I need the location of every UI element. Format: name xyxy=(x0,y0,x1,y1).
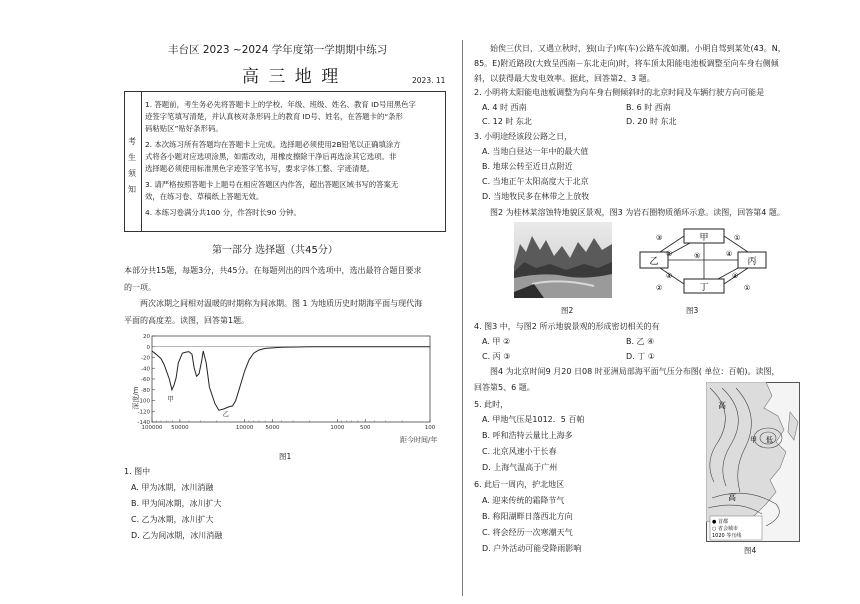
q1-option-c[interactable]: C. 乙为冰期，冰川扩大 xyxy=(131,515,214,524)
arrow-label: ⑤ xyxy=(694,252,701,260)
q6-option-d[interactable]: D. 户外活动可能受降雨影响 xyxy=(482,544,582,553)
y-tick-label: 20 xyxy=(143,334,150,340)
y-tick-label: -40 xyxy=(141,366,150,373)
y-tick-label: -120 xyxy=(137,409,150,416)
q23-intro-line: 斜，以获得最大发电效率。据此，回答第2、3 题。 xyxy=(474,74,655,83)
fig3-caption: 图3 xyxy=(686,306,699,315)
x-tick-label: 10000 xyxy=(235,425,254,431)
notice-line: 选择题必须使用标准黑色字迹签字笔书写，要求字体工整、字迹清楚。 xyxy=(145,164,375,173)
exam-notice-box xyxy=(124,91,446,232)
x-tick-label: 1000 xyxy=(330,425,345,431)
arrow-label: ① xyxy=(734,234,741,242)
q3-option-a[interactable]: A. 当地白昼达一年中的最大值 xyxy=(482,147,589,156)
q6-stem: 6. 此后一周内，护北地区 xyxy=(474,480,565,489)
y-tick-label: 0 xyxy=(146,344,150,351)
chart-annotation: 乙 xyxy=(222,410,230,419)
y-tick-label: -100 xyxy=(137,398,150,405)
q5-option-b[interactable]: B. 呼和浩特云量比上海多 xyxy=(482,431,573,440)
y-axis-label: 深度/m xyxy=(132,386,140,410)
map-label-high: 高 xyxy=(728,493,736,502)
q6-option-b[interactable]: B. 称阳湖畔日落西北方向 xyxy=(482,512,573,521)
arrow-label: ④ xyxy=(732,272,739,280)
q3-option-c[interactable]: C. 当地正午太阳高度大于北京 xyxy=(482,177,589,186)
x-tick-label: 500 xyxy=(359,425,371,431)
q2-option-b[interactable]: B. 6 时 西南 xyxy=(626,103,671,112)
legend-provincial-city: ○ 省会城市 xyxy=(712,526,738,532)
isobar-map xyxy=(706,382,800,542)
q1-option-d[interactable]: D. 乙为间冰期，冰川消融 xyxy=(131,531,223,540)
rock-label-ding: 丁 xyxy=(699,283,709,293)
sea-level-chart xyxy=(124,330,442,454)
fig23-intro: 图2 为桂林某溶蚀特地貌区景观，图3 为岩石圈物质循环示意。读图，回答第4 题。 xyxy=(490,208,785,217)
fig2-caption: 图2 xyxy=(561,306,574,315)
y-tick-label: -80 xyxy=(141,387,150,394)
karst-landscape-photo xyxy=(514,222,612,298)
legend-isobar: 1020 等压线 xyxy=(712,533,742,539)
part1-intro-line: 的一项。 xyxy=(124,283,156,292)
q3-option-d[interactable]: D. 当地牧民多在林带之上放牧 xyxy=(482,192,590,201)
q2-option-d[interactable]: D. 20 时 东北 xyxy=(626,117,677,126)
arrow-label: ② xyxy=(656,284,663,292)
x-tick-label: 50000 xyxy=(171,425,189,431)
y-tick-label: -140 xyxy=(137,420,150,426)
q4-option-d[interactable]: D. 丁 ① xyxy=(626,352,655,361)
q4-option-b[interactable]: B. 乙 ④ xyxy=(626,337,655,346)
part1-title: 第一部分 选择题（共45分） xyxy=(212,245,338,256)
notice-line: 迹签字笔填写清楚，并认真核对条形码上的教育 ID号、姓名，在答题卡的“条形 xyxy=(145,112,403,121)
map-label-jia: 甲 xyxy=(750,436,757,444)
q1-stem: 1. 图中 xyxy=(124,467,151,476)
arrow-label: ④ xyxy=(666,250,673,258)
q4-stem: 4. 图3 中，与图2 所示地貌景观的形成密切相关的有 xyxy=(474,322,660,331)
map-label-high: 高 xyxy=(718,401,726,410)
q4-option-c[interactable]: C. 丙 ③ xyxy=(482,352,511,361)
q5-option-d[interactable]: D. 上海气温高于广州 xyxy=(482,463,558,472)
q1-option-b[interactable]: B. 甲为间冰期，冰川扩大 xyxy=(131,499,222,508)
x-tick-label: 100000 xyxy=(141,425,163,431)
notice-line: 效，在练习卷、草稿纸上答题无效。 xyxy=(145,192,264,201)
arrow-label: ③ xyxy=(656,234,663,242)
q3-stem: 3. 小明途经该段公路之日， xyxy=(474,132,573,141)
q5-option-a[interactable]: A. 甲地气压是1012．5 百帕 xyxy=(482,415,585,424)
y-tick-label: -20 xyxy=(141,355,150,362)
q2-option-c[interactable]: C. 12 时 东北 xyxy=(482,117,532,126)
exam-title: 丰台区 2023 ~2024 学年度第一学期期中练习 xyxy=(168,44,388,56)
exam-date: 2023. 11 xyxy=(412,76,446,85)
part1-intro-line: 本部分共15题，每题3分，共45分。在每题列出的四个选项中，选出最符合题目要求 xyxy=(124,266,422,275)
rock-cycle-diagram xyxy=(630,226,778,298)
chart-annotation: 甲 xyxy=(167,395,174,404)
plot-frame xyxy=(152,336,430,422)
arrow-label: ① xyxy=(744,284,751,292)
notice-line: 码粘贴区”贴好条形码。 xyxy=(145,124,223,133)
x-axis-label: 距今时间/年 xyxy=(400,436,438,444)
q23-intro-line: 始俟三伏日，又遇立秋时，独(山子)库(车)公路车流如潮。小明自驾到某处(43。N， xyxy=(490,44,786,53)
q4-option-a[interactable]: A. 甲 ② xyxy=(482,337,511,346)
notice-line: 1. 答题前，考生务必先将答题卡上的学校、年级、班级、姓名、教育 ID号用黑色字 xyxy=(145,100,416,109)
subject-title: 高 三 地 理 xyxy=(242,67,341,87)
q1-stem-line: 平面的高度差。读图，回答第1题。 xyxy=(124,316,250,325)
fig4-intro-line: 图4 为北京时间9 月20 日08 时亚洲局部海平面气压分布图( 单位：百帕)。读图， xyxy=(490,367,780,376)
x-tick-label: 100 xyxy=(424,425,436,431)
q23-intro-line: 85。E)附近路段(大致呈西南－东北走向)时，将车顶太阳能电池板调整至向车身右侧倾 xyxy=(474,59,779,68)
x-tick-label: 5000 xyxy=(265,425,280,431)
arrow-label: ④ xyxy=(726,250,733,258)
fig1-caption: 图1 xyxy=(279,452,292,461)
arrow-label: ④ xyxy=(666,272,673,280)
fig4-caption: 图4 xyxy=(744,546,757,555)
notice-line: 3. 请严格按照答题卡上题号在相应答题区内作答，超出答题区域书写的答案无 xyxy=(145,180,399,189)
rock-label-yi: 乙 xyxy=(649,257,659,267)
q1-stem-line: 两次冰期之间相对温暖的时期称为间冰期。图 1 为地质历史时期海平面与现代海 xyxy=(140,299,423,308)
fig4-intro-line: 回答第5、6 题。 xyxy=(474,383,535,392)
notice-side-label: 考 生 须 知 xyxy=(125,92,142,231)
rock-label-jia: 甲 xyxy=(699,233,709,243)
column-divider xyxy=(462,40,463,596)
q5-option-c[interactable]: C. 北京风速小于长春 xyxy=(482,447,557,456)
sea-level-series-line xyxy=(152,347,430,410)
q1-option-a[interactable]: A. 甲为冰期，冰川消融 xyxy=(131,483,214,492)
q2-stem: 2. 小明将太阳能电池板调整为向车身右侧倾斜时的北京时间及车辆行驶方向可能是 xyxy=(474,88,765,97)
y-tick-label: -60 xyxy=(141,377,150,383)
notice-line: 式将各小题对应选项涂黑，如需改动，用橡皮擦除干净后再选涂其它选项。非 xyxy=(145,152,397,161)
q2-option-a[interactable]: A. 4 时 西南 xyxy=(482,103,527,112)
rock-label-bing: 丙 xyxy=(747,257,757,267)
q5-stem: 5. 此时， xyxy=(474,400,509,409)
q6-option-a[interactable]: A. 迎来传统的霜降节气 xyxy=(482,496,565,505)
q6-option-c[interactable]: C. 将会经历一次寒潮天气 xyxy=(482,528,573,537)
map-label-low: 低 xyxy=(766,436,773,444)
notice-line: 2. 本次练习所有答题均在答题卡上完成。选择题必须使用2B铅笔以正确填涂方 xyxy=(145,140,401,149)
legend-capital: ● 首都 xyxy=(712,519,728,525)
q3-option-b[interactable]: B. 地球公转至近日点附近 xyxy=(482,162,573,171)
notice-line: 4. 本练习卷满分共100 分，作答时长90 分钟。 xyxy=(145,208,301,217)
